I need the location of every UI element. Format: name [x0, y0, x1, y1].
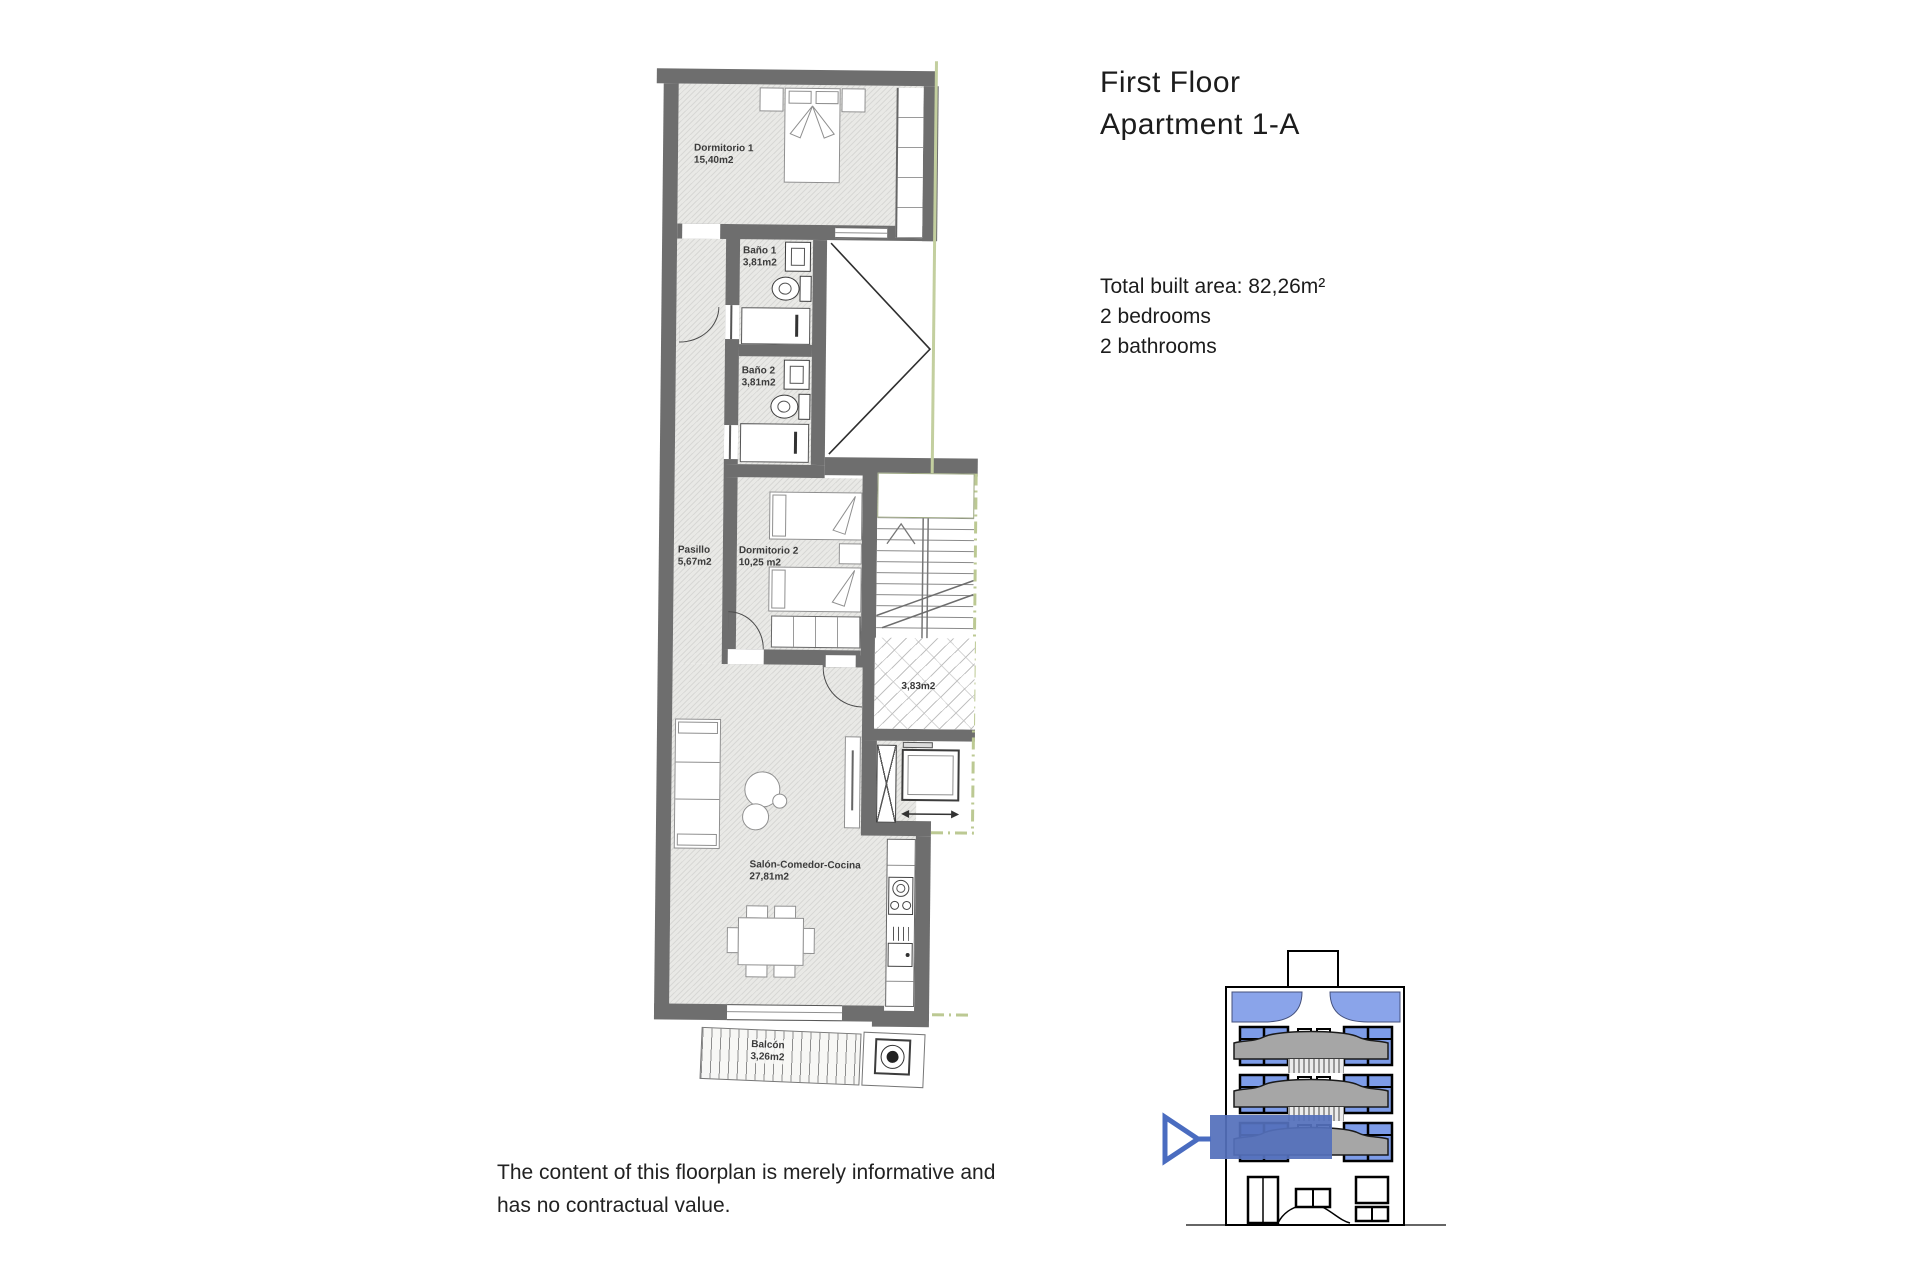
floor-plan — [641, 58, 988, 1141]
wall — [861, 740, 877, 832]
entry-doorway — [826, 655, 856, 667]
room-label-salon: Salón-Comedor-Cocina 27,81m2 — [749, 859, 861, 883]
wall — [862, 635, 875, 740]
doorway-dorm2 — [728, 649, 764, 664]
shower-handle — [794, 432, 797, 454]
page-title — [1100, 62, 1300, 146]
apartment-details — [1100, 272, 1325, 362]
toilet-bowl-inner — [779, 283, 792, 295]
room-label-dormitorio2: Dormitorio 2 10,25 m2 — [738, 545, 799, 569]
toilet-tank — [799, 276, 811, 302]
room-label-balcon: Balcón 3,26m2 — [748, 1039, 787, 1065]
wall — [862, 728, 975, 741]
shower — [740, 423, 809, 463]
boundary-dashdot — [931, 831, 974, 834]
nightstand — [839, 543, 862, 564]
shower — [741, 307, 810, 345]
total-built-area: Total built area: 82,26m² — [1100, 275, 1326, 298]
dining-chair — [773, 965, 795, 978]
dining-chair — [803, 928, 815, 954]
kitchen-vent-lines — [893, 927, 909, 941]
apartment-highlight — [1210, 1115, 1332, 1159]
doorway-dorm1 — [682, 224, 720, 239]
room-label-bano2: Baño 2 3,81m2 — [741, 365, 776, 389]
wall — [872, 1011, 929, 1028]
bed-fold-detail — [815, 494, 862, 538]
nightstand — [759, 87, 783, 111]
toilet-tank — [798, 394, 810, 420]
dining-chair — [745, 964, 767, 977]
facade-stripes — [1288, 1059, 1344, 1073]
room-label-pasillo: Pasillo 5,67m2 — [677, 544, 712, 568]
bed-fold-detail — [814, 568, 861, 610]
bedrooms-count: 2 bedrooms — [1100, 305, 1211, 328]
wall — [811, 240, 827, 465]
wardrobe — [771, 616, 861, 649]
room-label-dormitorio1: Dormitorio 1 15,40m2 — [693, 142, 754, 167]
disclaimer-line-1: The content of this floorplan is merely informative and — [497, 1161, 996, 1184]
stair-landing — [877, 473, 974, 519]
building-elevation-icon — [1148, 945, 1448, 1237]
void-chevron — [827, 242, 933, 456]
wall — [739, 344, 812, 357]
title-line-2: Apartment 1-A — [1100, 108, 1300, 141]
stove-burner — [890, 901, 899, 910]
elevator-shaft-duct — [876, 745, 897, 823]
title-line-1: First Floor — [1100, 66, 1241, 99]
shower-handle — [795, 315, 798, 337]
pillow — [816, 91, 839, 104]
bathrooms-count: 2 bathrooms — [1100, 335, 1217, 358]
bath2-door-leaf — [729, 425, 731, 459]
elevator-car-inner — [907, 755, 953, 795]
stove-burner — [902, 901, 911, 910]
room-pasillo-floor — [673, 239, 726, 664]
appliance-knob — [906, 953, 910, 957]
sofa-armrest — [678, 722, 718, 734]
bed-fold-detail — [784, 104, 840, 147]
room-label-stairvoid: 3,83m2 — [901, 680, 936, 693]
toilet-bowl-inner — [777, 401, 790, 413]
bath1-door-leaf — [730, 305, 732, 339]
wall — [914, 836, 931, 1021]
nightstand — [841, 88, 865, 112]
sink-basin — [791, 248, 805, 266]
sofa-armrest — [677, 834, 717, 846]
pillow — [771, 570, 785, 609]
elevator-direction-arrow — [901, 807, 959, 822]
dining-table — [738, 917, 804, 966]
sofa — [674, 719, 721, 849]
roof-box — [1288, 951, 1338, 987]
location-arrow-icon — [1165, 1117, 1211, 1161]
boundary-dashdot — [932, 1013, 972, 1016]
elevator-door-detail — [903, 742, 933, 748]
wall — [657, 68, 937, 86]
coffee-table — [742, 803, 769, 830]
balcony — [697, 1021, 927, 1092]
coffee-table — [772, 794, 787, 809]
disclaimer-text — [497, 1156, 995, 1222]
room-label-bano1: Baño 1 3,81m2 — [742, 245, 777, 269]
pillow — [789, 91, 812, 104]
disclaimer-line-2: has no contractual value. — [497, 1194, 731, 1217]
pillow — [772, 495, 786, 537]
stove-burner-large-inner — [896, 884, 905, 893]
wardrobe — [895, 88, 924, 238]
wall — [724, 464, 825, 478]
staircase — [876, 518, 974, 641]
sink-basin — [790, 366, 804, 384]
